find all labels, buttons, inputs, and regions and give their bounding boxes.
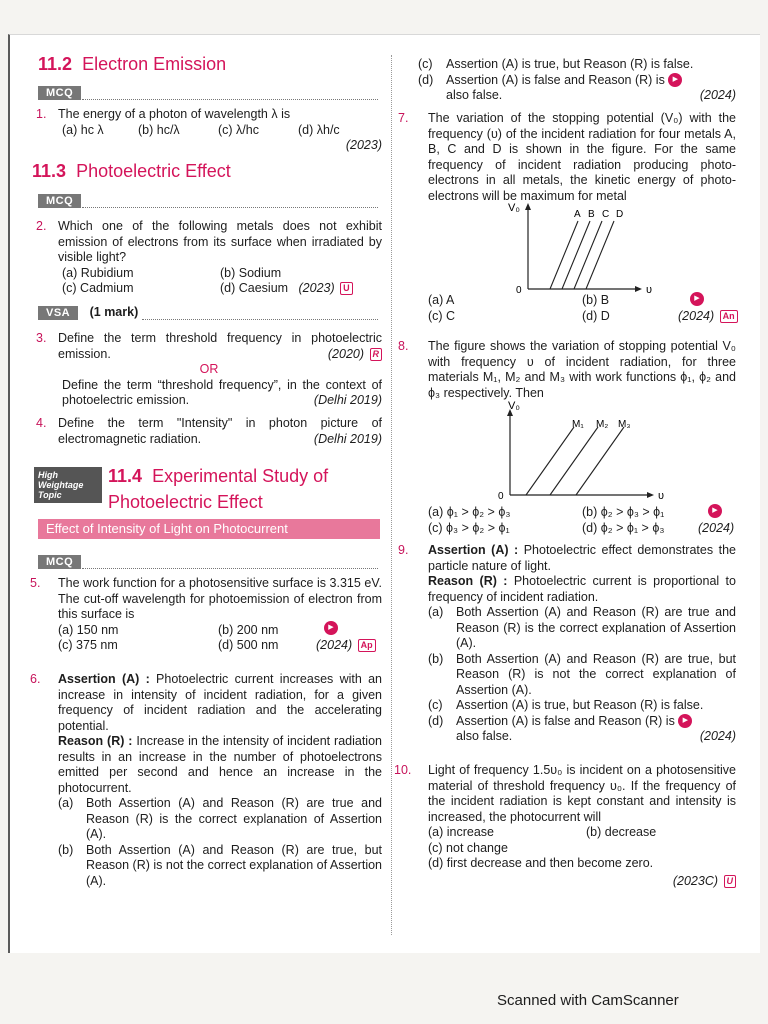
high-weightage-topic-badge: High Weightage Topic (34, 467, 102, 503)
apply-badge: Ap (358, 639, 376, 652)
y-axis-label: V₀ (508, 401, 520, 412)
question-2: 2. Which one of the following metals does not exhibit emission of electrons from its surface when irradiated by visible light? (a) Rubidium (b) Sodium (c) Cadmium (d) Caesium (2023) U (36, 219, 382, 295)
line-label-a: A (574, 209, 581, 220)
line-b (562, 221, 590, 289)
line-a (550, 221, 578, 289)
section-11-2-heading: 11.2 Electron Emission (38, 54, 227, 74)
question-9: 9. Assertion (A) : Photoelectric effect demonstrates the particle nature of light. Reason (R) : Photoelectric current is proportional to frequency of incident radiation. (a) Both Assertion (A) and Reason (R) are true and Reason (R) is the correct explanation of Assertion (A). (b) Both Assertion (A) and Reason (R) are true, but Reason (R) is not the correct explanation of Assertion (A). (c) Assertion (A) is true, but Reason (R) is false. (d) Assertion (A) is false and Reason (R) is ▶ also false. (2024) (398, 543, 736, 743)
line-label-d: D (616, 209, 624, 220)
y-axis-label: V₀ (508, 202, 520, 214)
camscanner-watermark: Scanned with CamScanner (497, 992, 679, 1009)
line-d (586, 221, 614, 289)
textbook-page (8, 34, 760, 953)
vsa-tag: VSA (1 mark) (38, 305, 138, 321)
question-4: 4. Define the term "Intensity" in photon picture of electromagnetic radiation. (Delhi 2019) (36, 416, 382, 446)
question-8: 8. The figure shows the variation of stopping potential V₀ with frequency υ of incident radiation, for three materials M₁, M₂ and M₃ with work functions ϕ₁, ϕ₂ and ϕ₃ respectively. Then (398, 339, 736, 400)
remember-badge: R (370, 348, 383, 361)
question-10: 10. Light of frequency 1.5υ₀ is incident on a photosensitive material of threshold frequency υ₀. If the frequency of the incident radiation is kept constant and intensity is increased, the photocurrent will (a) increase (b) decrease (c) not change (d) first decrease and then become zero. (2023C) U (394, 763, 736, 888)
line-m2 (550, 427, 598, 495)
video-play-icon[interactable]: ▶ (324, 621, 338, 635)
graph-stopping-potential-m123 (480, 401, 740, 505)
mcq-tag: MCQ (38, 193, 81, 209)
understand-badge: U (340, 282, 353, 295)
graph-stopping-potential-abcd (498, 199, 758, 299)
line-label-b: B (588, 209, 595, 220)
column-divider (391, 55, 392, 935)
line-m1 (526, 427, 574, 495)
line-label-m3: M₃ (618, 419, 631, 430)
video-play-icon[interactable]: ▶ (668, 73, 682, 87)
origin-label: 0 (516, 285, 522, 296)
mcq-tag: MCQ (38, 85, 81, 101)
question-1: 1. The energy of a photon of wavelength λ is (a) hc λ (b) hc/λ (c) λ/hc (d) λh/c (2023) (36, 107, 382, 152)
origin-label: 0 (498, 491, 504, 502)
video-play-icon[interactable]: ▶ (678, 714, 692, 728)
x-axis-label: υ (658, 490, 665, 502)
question-7-options: (a) A (b) B ▶ (c) C (d) D (2024) An (428, 293, 738, 324)
section-11-3-heading: 11.3 Photoelectric Effect (32, 161, 231, 181)
question-7: 7. The variation of the stopping potential (V₀) with the frequency (υ) of the incident radiation for four metals A, B, C and D is shown in the figure. For the same frequency of incident radiation producing photo-electrons in all metals, the kinetic energy of photo-electrons will be maximum for metal (398, 111, 736, 203)
analyse-badge: An (720, 310, 738, 323)
line-c (574, 221, 602, 289)
video-play-icon[interactable]: ▶ (690, 292, 704, 306)
mcq-tag: MCQ (38, 554, 81, 570)
subtopic-band: Effect of Intensity of Light on Photocurrent (38, 519, 380, 539)
line-m3 (576, 427, 624, 495)
x-axis-label: υ (646, 284, 653, 296)
section-11-4-heading: 11.4 Experimental Study of Photoelectric Effect (108, 466, 329, 512)
video-play-icon[interactable]: ▶ (708, 504, 722, 518)
question-3: 3. Define the term threshold frequency in photoelectric emission. (2020) R OR Define the term “threshold frequency”, in the context of photoelectric emission. (Delhi 2019) (36, 331, 382, 407)
question-5: 5. The work function for a photosensitive surface is 3.315 eV. The cut-off wavelength for photoemission of electron from this surface is (a) 150 nm (b) 200 nm ▶ (c) 375 nm (d) 500 nm (2024) Ap (30, 576, 382, 652)
line-label-m2: M₂ (596, 419, 609, 430)
question-8-options: (a) ϕ₁ > ϕ₂ > ϕ₃ (b) ϕ₂ > ϕ₃ > ϕ₁ ▶ (c) ϕ₃ > ϕ₂ > ϕ₁ (d) ϕ₂ > ϕ₁ > ϕ₃ (2024) (428, 505, 735, 535)
question-6: 6. Assertion (A) : Photoelectric current increases with an increase in intensity of incident radiation, for a given frequency of incident radiation and the accelerating potential. Reason (R) : Increase in the intensity of incident radiation results in an increase in the number of photoelectrons emitted per second and hence an increase in the photocurrent. (a) Both Assertion (A) and Reason (R) are true and Reason (R) is the correct explanation of Assertion (A). (b) Both Assertion (A) and Reason (R) are true, but Reason (R) is not the correct explanation of Assertion (A). (30, 672, 382, 888)
line-label-m1: M₁ (572, 419, 584, 430)
line-label-c: C (602, 209, 610, 220)
understand-badge: U (724, 875, 737, 888)
question-6-continued: (c) Assertion (A) is true, but Reason (R) is false. (d) Assertion (A) is false and Reason (R) is ▶ also false. (2024) (418, 57, 736, 102)
